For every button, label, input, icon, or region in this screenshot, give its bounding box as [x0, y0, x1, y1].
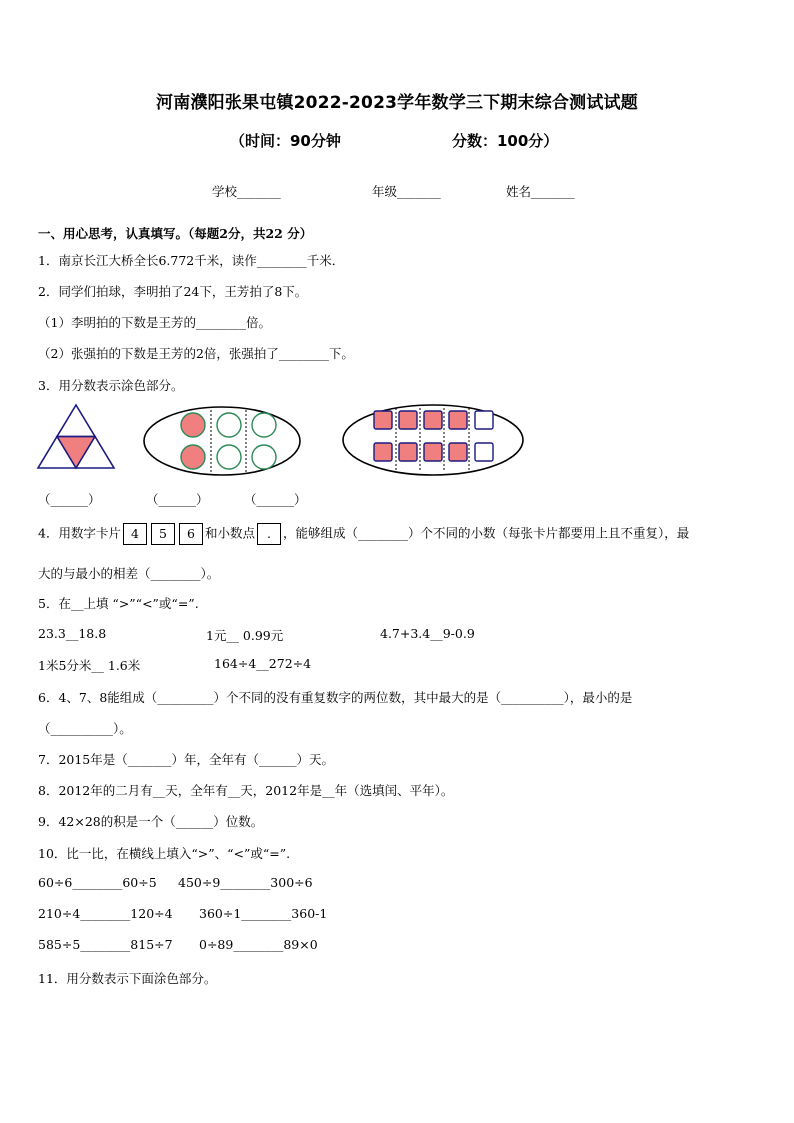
compare-item: 60÷6________60÷5 — [38, 875, 157, 890]
total-score: 分数：100分） — [452, 132, 559, 150]
compare-item: 0÷89________89×0 — [199, 937, 318, 952]
decimal-point-card: . — [257, 523, 281, 545]
digit-card: 4 — [123, 523, 147, 545]
question-2-part-2: （2）张强拍的下数是王芳的2倍，张强拍了________下。 — [38, 346, 354, 361]
answer-blank-1: （______） — [38, 492, 101, 507]
time-limit: （时间：90分钟 — [230, 132, 341, 150]
question-6: 6．4、7、8能组成（_________）个不同的没有重复数字的两位数，其中最大的是（__________），最小的是 — [38, 690, 633, 705]
squares-oval-figure — [341, 402, 525, 478]
question-9: 9．42×28的积是一个（______）位数。 — [38, 814, 264, 829]
compare-item: 4.7+3.4__9-0.9 — [380, 626, 475, 641]
question-2-part-1: （1）李明拍的下数是王芳的________倍。 — [38, 315, 271, 330]
compare-item: 23.3__18.8 — [38, 626, 107, 641]
compare-item: 450÷9________300÷6 — [178, 875, 313, 890]
grade-field: 年级_______ — [372, 184, 441, 199]
answer-blank-3: （______） — [244, 492, 307, 507]
school-field: 学校_______ — [212, 184, 281, 199]
question-11: 11．用分数表示下面涂色部分。 — [38, 971, 217, 986]
compare-item: 1元__ 0.99元 — [206, 628, 284, 643]
compare-item: 1米5分米__ 1.6米 — [38, 658, 141, 673]
section-heading: 一、用心思考，认真填写。（每题2分，共22 分） — [38, 226, 313, 241]
question-4-suffix: ，能够组成（________）个不同的小数（每张卡片都要用上且不重复），最 — [282, 525, 690, 541]
triangle-figure — [36, 402, 118, 472]
answer-blank-2: （______） — [146, 492, 209, 507]
page-title: 河南濮阳张果屯镇2022-2023学年数学三下期末综合测试试题 — [156, 93, 638, 113]
question-4-mid: 和小数点 — [204, 525, 255, 541]
circles-oval-figure — [142, 404, 302, 478]
compare-item: 360÷1________360-1 — [199, 906, 328, 921]
digit-card: 6 — [179, 523, 203, 545]
name-field: 姓名_______ — [506, 184, 575, 199]
question-4-prefix: 4．用数字卡片 — [38, 525, 121, 541]
question-7: 7．2015年是（_______）年，全年有（______）天。 — [38, 752, 335, 767]
question-3: 3．用分数表示涂色部分。 — [38, 378, 184, 393]
question-5: 5．在__上填 “>”“<”或“=”. — [38, 596, 199, 611]
question-2: 2．同学们拍球，李明拍了24下，王芳拍了8下。 — [38, 284, 308, 299]
compare-item: 164÷4__272÷4 — [214, 656, 312, 671]
question-4-line-2: 大的与最小的相差（________）。 — [38, 566, 220, 581]
compare-item: 210÷4________120÷4 — [38, 906, 173, 921]
compare-item: 585÷5________815÷7 — [38, 937, 173, 952]
question-10: 10．比一比，在横线上填入“>”、“<”或“=”. — [38, 846, 291, 861]
question-8: 8．2012年的二月有__天，全年有__天，2012年是__年（选填闰、平年）。 — [38, 783, 454, 798]
question-1: 1．南京长江大桥全长6.772千米，读作________千米． — [38, 253, 345, 268]
question-6-line-2: （__________）。 — [38, 721, 132, 736]
digit-card: 5 — [151, 523, 175, 545]
question-4 — [38, 523, 689, 545]
